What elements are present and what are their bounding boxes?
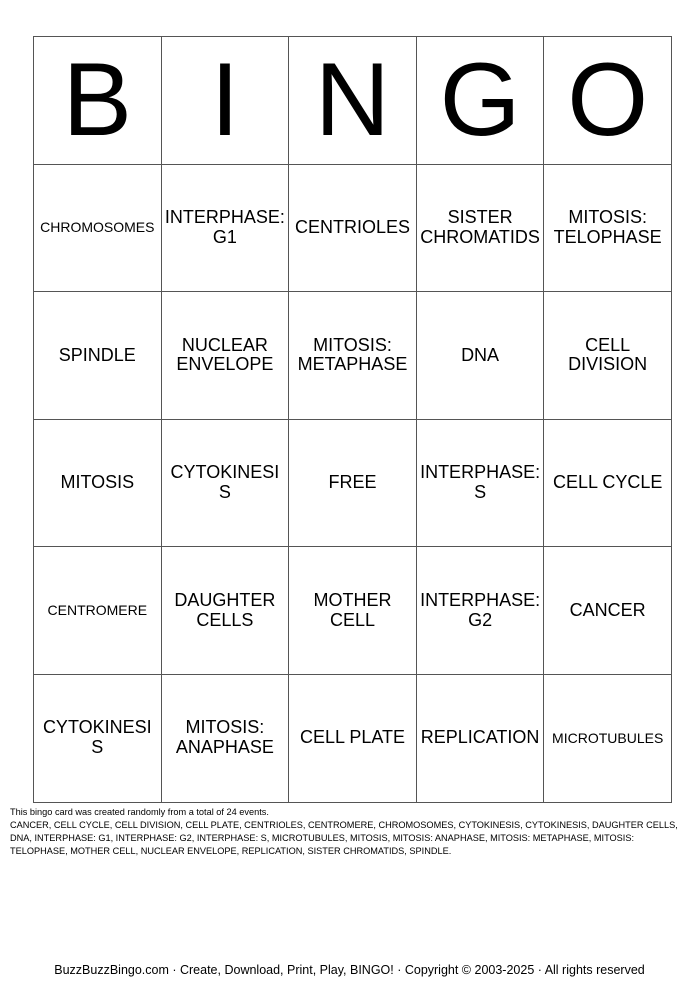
bingo-cell: CELL CYCLE [544, 419, 672, 547]
bingo-cell: MITOSIS [34, 419, 162, 547]
header-letter-o: O [544, 37, 672, 165]
bingo-cell: MITOSIS: TELOPHASE [544, 164, 672, 292]
bingo-cell: DAUGHTER CELLS [161, 547, 289, 675]
bingo-cell: SISTER CHROMATIDS [416, 164, 544, 292]
bingo-cell: CHROMOSOMES [34, 164, 162, 292]
bingo-cell: CANCER [544, 547, 672, 675]
site-footer: BuzzBuzzBingo.com · Create, Download, Print, Play, BINGO! · Copyright © 2003-2025 · All rights reserved [54, 963, 645, 977]
header-row [34, 37, 672, 165]
grid-row [34, 164, 672, 292]
event-list: CANCER, CELL CYCLE, CELL DIVISION, CELL PLATE, CENTRIOLES, CENTROMERE, CHROMOSOMES, CYTOKINESIS, CYTOKINESIS, DAUGHTER CELLS, DNA, INTERPHASE: G1, INTERPHASE: G2, INTERPHASE: S, MICROTUBULES, MITOSIS, MITOSIS: ANAPHASE, MITOSIS: METAPHASE, MITOSIS: TELOPHASE, MOTHER CELL, NUCLEAR ENVELOPE, REPLICATION, SISTER CHROMATIDS, SPINDLE. [10, 820, 678, 857]
bingo-cell: CYTOKINESIS [34, 674, 162, 802]
card-summary: This bingo card was created randomly from a total of 24 events. [10, 807, 269, 817]
bingo-cell: REPLICATION [416, 674, 544, 802]
bingo-cell: CENTRIOLES [289, 164, 417, 292]
grid-row [34, 674, 672, 802]
bingo-cell: CYTOKINESIS [161, 419, 289, 547]
bingo-cell: MOTHER CELL [289, 547, 417, 675]
bingo-cell: MICROTUBULES [544, 674, 672, 802]
header-letter-g: G [416, 37, 544, 165]
bingo-cell: NUCLEAR ENVELOPE [161, 292, 289, 420]
bingo-cell: DNA [416, 292, 544, 420]
bingo-cell: MITOSIS: ANAPHASE [161, 674, 289, 802]
bingo-cell: INTERPHASE: G2 [416, 547, 544, 675]
bingo-cell: CELL DIVISION [544, 292, 672, 420]
bingo-cell: SPINDLE [34, 292, 162, 420]
bingo-cell: MITOSIS: METAPHASE [289, 292, 417, 420]
bingo-card [33, 36, 672, 803]
grid-row [34, 547, 672, 675]
bingo-cell: CENTROMERE [34, 547, 162, 675]
card-info [10, 806, 690, 858]
header-letter-n: N [289, 37, 417, 165]
header-letter-b: B [34, 37, 162, 165]
bingo-cell: CELL PLATE [289, 674, 417, 802]
bingo-cell: INTERPHASE: G1 [161, 164, 289, 292]
header-letter-i: I [161, 37, 289, 165]
bingo-cell: INTERPHASE: S [416, 419, 544, 547]
grid-row [34, 292, 672, 420]
free-cell: FREE [289, 419, 417, 547]
grid-row [34, 419, 672, 547]
